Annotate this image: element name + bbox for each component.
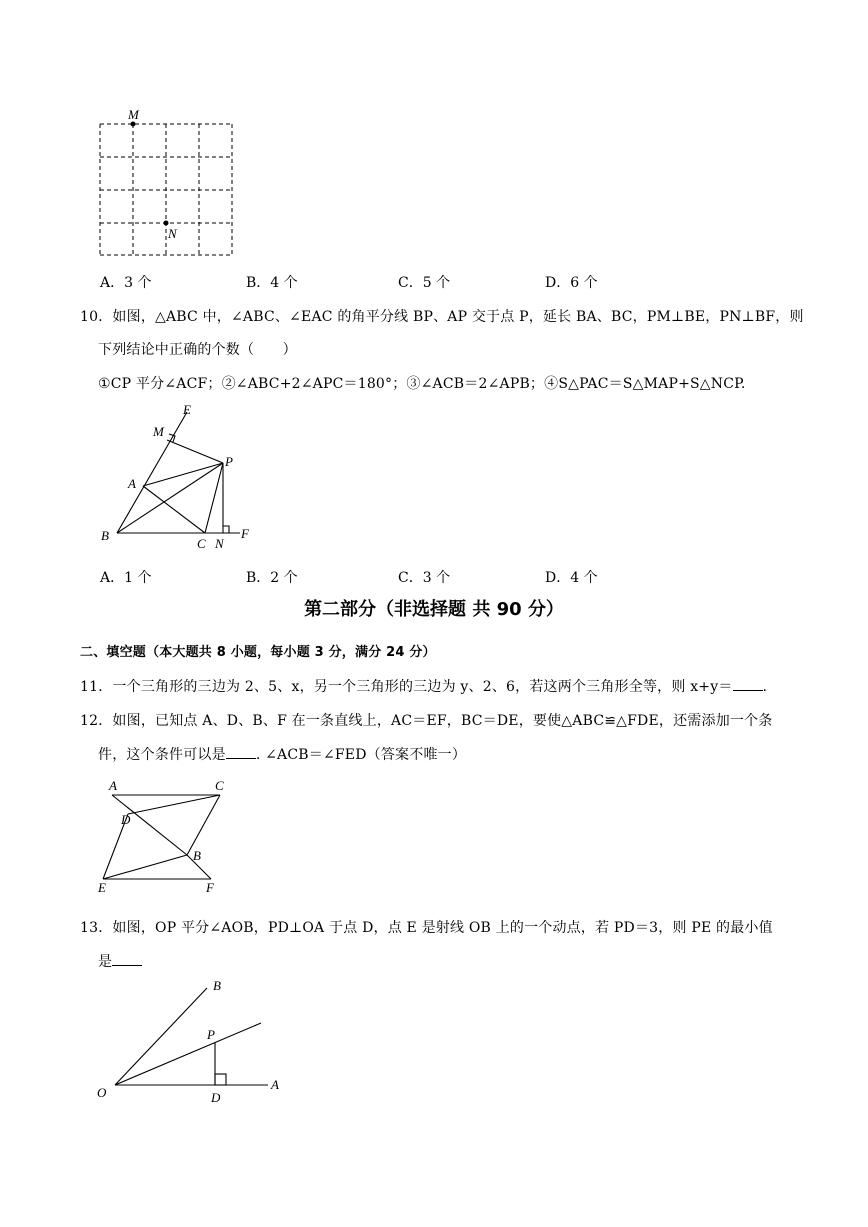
q10-label-b: B bbox=[101, 528, 109, 543]
q12-label-d: D bbox=[121, 812, 131, 827]
q10-option-d[interactable]: D．4 个 bbox=[545, 570, 598, 586]
label-m: M bbox=[128, 107, 139, 122]
q13-text-prefix: 是 bbox=[98, 954, 113, 970]
q12-text-prefix: 件，这个条件可以是 bbox=[98, 747, 226, 763]
q13-figure bbox=[95, 975, 295, 1110]
section-fill-in-heading: 二、填空题（本大题共 8 小题，每小题 3 分，满分 24 分） bbox=[80, 645, 436, 660]
q10-option-c[interactable]: C．3 个 bbox=[398, 570, 451, 586]
q9-option-d[interactable]: D．6 个 bbox=[545, 275, 598, 291]
q9-option-c[interactable]: C．5 个 bbox=[398, 275, 451, 291]
q10-conclusions: ①CP 平分∠ACF；②∠ABC+2∠APC＝180°；③∠ACB＝2∠APB；④S△PAC＝S△MAP+S△NCP. bbox=[98, 376, 746, 392]
q10-text-line1: 10．如图，△ABC 中，∠ABC、∠EAC 的角平分线 BP、AP 交于点 P，延长 BA、BC，PM⊥BE，PN⊥BF，则 bbox=[80, 309, 804, 325]
q12-label-e: E bbox=[98, 880, 106, 895]
part2-title: 第二部分（非选择题 共 90 分） bbox=[304, 599, 564, 620]
q13-label-b: B bbox=[213, 978, 221, 993]
q10-figure bbox=[95, 402, 265, 552]
q13-label-a: A bbox=[271, 1077, 279, 1092]
q12-text-line2 bbox=[98, 744, 466, 764]
q12-answer-text: . ∠ACB＝∠FED（答案不唯一） bbox=[255, 747, 467, 763]
q12-label-b: B bbox=[193, 848, 201, 863]
q13-label-d: D bbox=[211, 1090, 221, 1105]
q13-text-line2 bbox=[98, 951, 142, 971]
q12-label-c: C bbox=[215, 778, 224, 793]
q10-label-e: E bbox=[183, 402, 191, 417]
q11-answer-blank[interactable] bbox=[733, 678, 763, 691]
q12-label-f: F bbox=[206, 880, 214, 895]
q9-grid-figure bbox=[90, 104, 250, 264]
q13-label-p: P bbox=[207, 1027, 215, 1042]
q12-figure bbox=[95, 776, 235, 896]
q11-end: . bbox=[762, 679, 768, 695]
q12-text-line1: 12．如图，已知点 A、D、B、F 在一条直线上，AC＝EF，BC＝DE，要使△ABC≌△FDE，还需添加一个条 bbox=[80, 713, 773, 729]
q12-answer-blank[interactable] bbox=[226, 746, 256, 759]
q10-label-p: P bbox=[225, 454, 233, 469]
q10-label-m: M bbox=[153, 424, 164, 439]
point-m bbox=[131, 122, 136, 127]
q10-text-line2: 下列结论中正确的个数（ ） bbox=[98, 342, 297, 358]
q13-label-o: O bbox=[97, 1085, 107, 1100]
q13-answer-blank[interactable] bbox=[112, 953, 142, 966]
q12-label-a: A bbox=[109, 778, 117, 793]
label-n: N bbox=[168, 226, 177, 241]
q13-text-line1: 13．如图，OP 平分∠AOB，PD⊥OA 于点 D，点 E 是射线 OB 上的一个动点，若 PD＝3，则 PE 的最小值 bbox=[80, 920, 773, 936]
q11-text bbox=[80, 676, 767, 696]
q10-option-b[interactable]: B．2 个 bbox=[246, 570, 298, 586]
q10-label-n: N bbox=[215, 536, 224, 551]
q10-label-c: C bbox=[197, 536, 206, 551]
q11-question: 11．一个三角形的三边为 2、5、x，另一个三角形的三边为 y、2、6，若这两个三角形全等，则 x+y＝ bbox=[80, 679, 733, 695]
q9-option-a[interactable]: A．3 个 bbox=[100, 275, 152, 291]
q10-label-f: F bbox=[241, 526, 249, 541]
point-n bbox=[164, 221, 169, 226]
q9-option-b[interactable]: B．4 个 bbox=[246, 275, 298, 291]
q10-label-a: A bbox=[128, 476, 136, 491]
q10-option-a[interactable]: A．1 个 bbox=[100, 570, 152, 586]
